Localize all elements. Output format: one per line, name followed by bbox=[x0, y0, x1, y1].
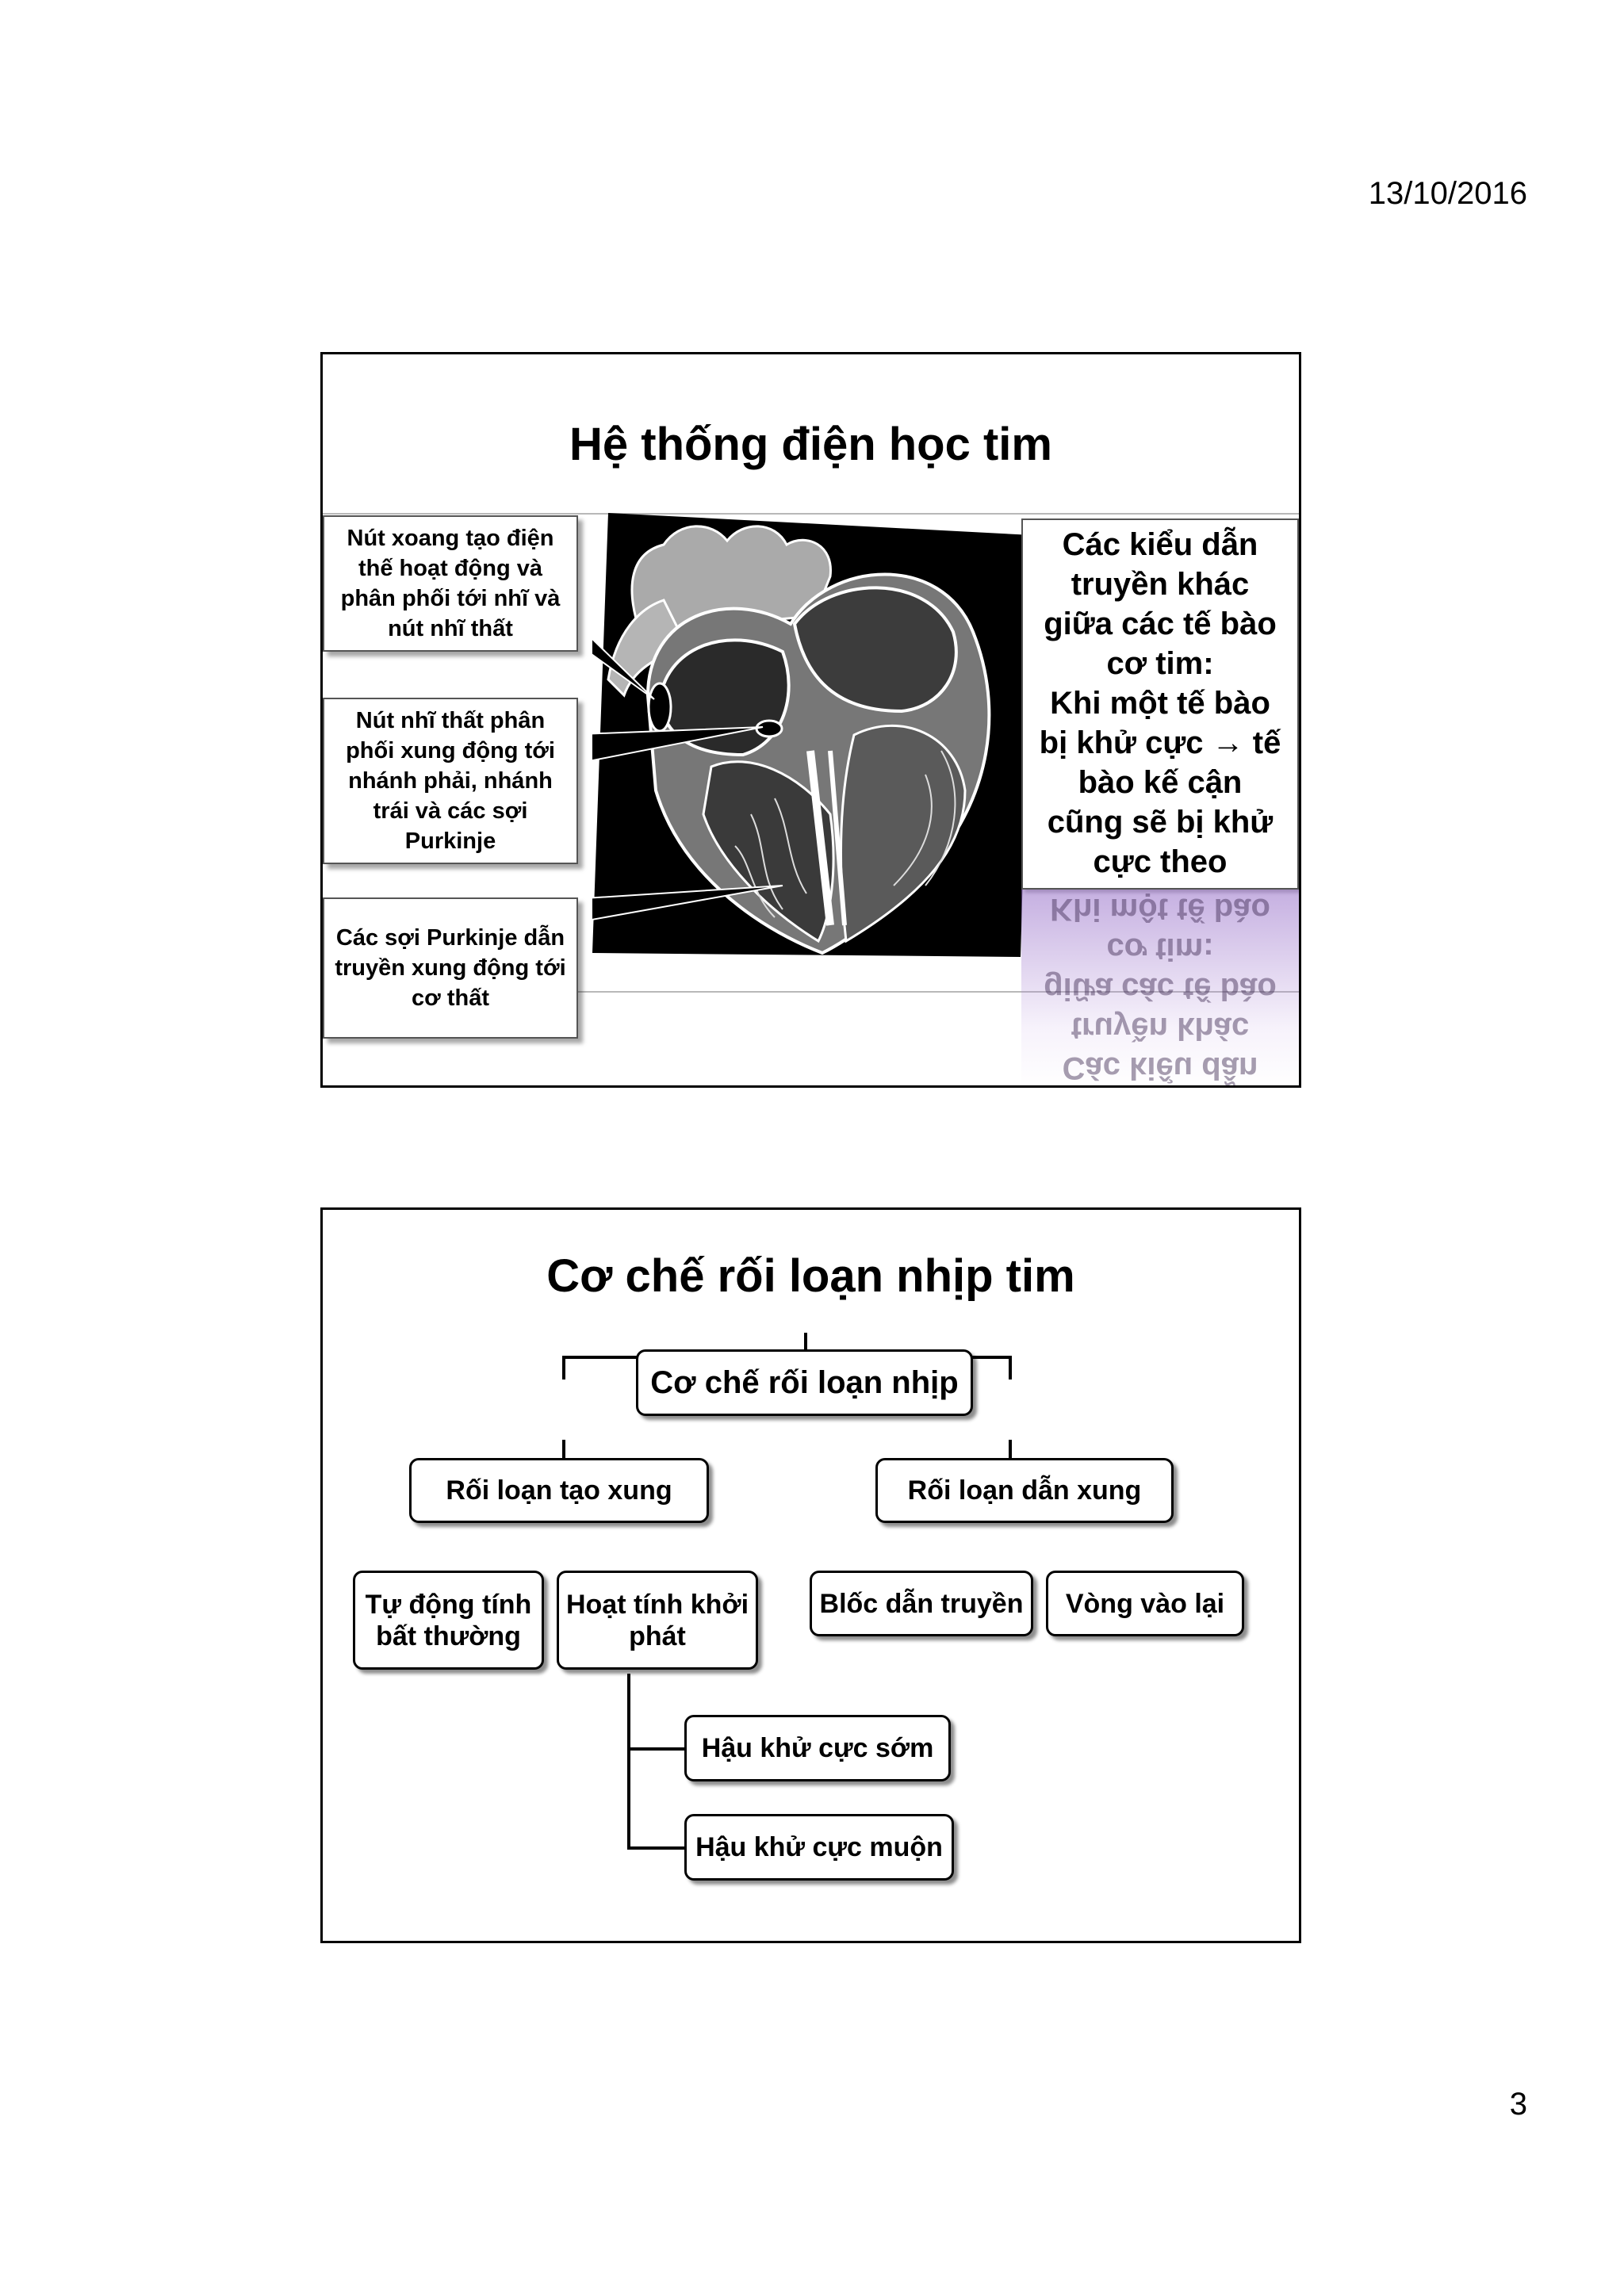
heart-conduction-illustration bbox=[592, 513, 1038, 957]
node-impulse-conduction-disorder: Rối loạn dẫn xung bbox=[875, 1458, 1174, 1523]
node-conduction-block: Blốc dẫn truyền bbox=[810, 1571, 1033, 1636]
reflection-text: Các kiểu dẫn truyền khác giữa các tế bào cơ tim: Khi một tế bào bbox=[1044, 892, 1277, 1085]
node-delayed-afterdepolarization: Hậu khử cực muộn bbox=[684, 1814, 954, 1881]
connector-line bbox=[562, 1356, 565, 1380]
node-impulse-formation-disorder: Rối loạn tạo xung bbox=[409, 1458, 709, 1523]
node-early-afterdepolarization: Hậu khử cực sớm bbox=[684, 1715, 951, 1781]
conduction-info-text: Các kiểu dẫn truyền khác giữa các tế bào cơ tim: Khi một tế bào bị khử cực → tế bào kế cận cũng sẽ bị khử cực theo bbox=[1039, 527, 1281, 879]
connector-line bbox=[1009, 1356, 1012, 1380]
slide-title: Hệ thống điện học tim bbox=[569, 419, 1052, 470]
node-arrhythmia-mechanism: Cơ chế rối loạn nhịp bbox=[636, 1349, 973, 1416]
info-box-reflection bbox=[1021, 890, 1299, 1088]
connector-line bbox=[627, 1747, 684, 1751]
page-number: 3 bbox=[1509, 2087, 1527, 2122]
connector-line bbox=[627, 1846, 684, 1850]
node-abnormal-automaticity: Tự động tính bất thường bbox=[353, 1571, 544, 1670]
callout-av-node: Nút nhĩ thất phân phối xung động tới nhánh phải, nhánh trái và các sợi Purkinje bbox=[323, 698, 578, 864]
page-date: 13/10/2016 bbox=[1368, 176, 1527, 211]
connector-line bbox=[627, 1674, 630, 1850]
slide-title: Cơ chế rối loạn nhịp tim bbox=[546, 1250, 1075, 1302]
slide-arrhythmia-mechanisms bbox=[320, 1207, 1301, 1943]
slide-cardiac-conduction bbox=[320, 352, 1301, 1088]
node-triggered-activity: Hoạt tính khởi phát bbox=[557, 1571, 758, 1670]
callout-purkinje: Các sợi Purkinje dẫn truyền xung động tới cơ thất bbox=[323, 897, 578, 1039]
node-reentry: Vòng vào lại bbox=[1046, 1571, 1244, 1636]
conduction-info-box bbox=[1021, 519, 1299, 890]
callout-sa-node: Nút xoang tạo điện thế hoạt động và phân phối tới nhĩ và nút nhĩ thất bbox=[323, 515, 578, 652]
